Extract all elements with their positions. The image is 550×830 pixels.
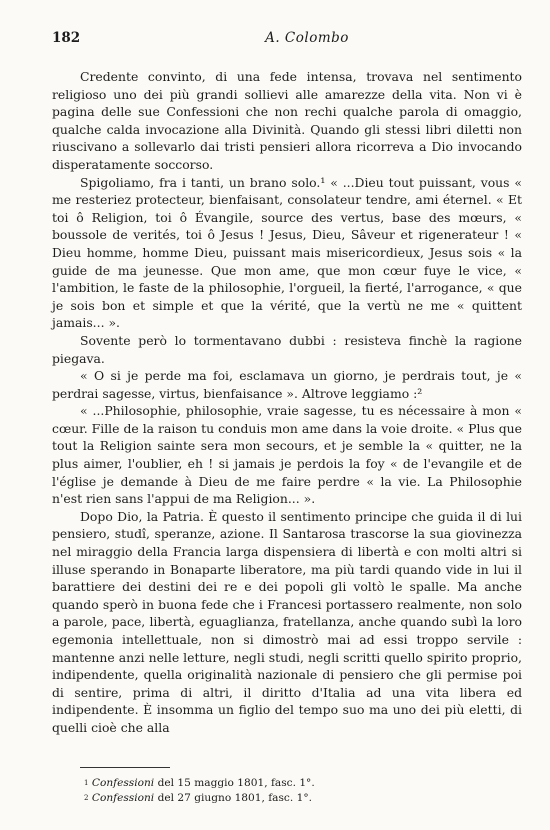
footnote [84,791,514,806]
footnote-source: Confessioni [91,777,155,789]
footnotes [84,776,514,806]
paragraph: Credente convinto, di una fede intensa, trovava nel sentimento religioso uno dei più grandi sollievi alle amarezze della vita. Non vi è pagina delle sue Confessioni che non rechi qualche parola di omaggio, qualche calda invocazione alla Divinità. Quando gli stessi libri diletti non riuscivano a sollevarlo dai tristi pensieri allora ricorreva a Dio invocando disperatamente soccorso. [52,69,522,172]
paragraph: « O si je perde ma foi, esclamava un giorno, je perdrais tout, je « perdrai sagesse, virtus, bienfaisance ». Altrove leggiamo :² [52,368,522,401]
footnote-mark: 2 [84,794,89,802]
footnote-text: del 15 maggio 1801, fasc. 1°. [154,777,315,789]
paragraph: Sovente però lo tormentavano dubbi : resisteva finchè la ragione piegava. [52,332,522,366]
page-header [52,30,522,52]
paragraph: « ...Philosophie, philosophie, vraie sagesse, tu es nécessaire à mon « cœur. Fille de la raison tu conduis mon ame dans la voie droite. « Plus que tout la Religion sainte sera mon secours, et je semble la « quitter, ne la plus aimer, l'oublier, eh ! si jamais je perdois la foy « de l'evangile et de l'église je demande à Dieu de me faire perdre « la vie. La Philosophie n'est rien sans l'appui de ma Religion... ». [52,403,522,507]
paragraph: Spigoliamo, fra i tanti, un brano solo.¹ « ...Dieu tout puissant, vous « me resteriez protecteur, bienfaisant, consolateur tendre, ami éternel. « Et toi ô Religion, toi ô Évangile, source des vertus, base des mœurs, « boussole de verités, toi ô Jesus ! Jesus, Dieu, Sâveur et rigenerateur ! « Dieu homme, homme Dieu, puissant mais misericordieux, Jesus sois « la guide de ma jeunesse. Que mon ame, que mon cœur fuye le vice, « l'ambition, le faste de la philosophie, l'orgueil, la fierté, l'arrogance, « que je sois bon et simple et que la vérité, que la vertù ne me « quittent jamais... ». [52,174,522,331]
paragraph: Dopo Dio, la Patria. È questo il sentimento principe che guida il di lui pensiero, studî, speranze, azione. Il Santarosa trascorse la sua giovinezza nel miraggio della Francia larga dispensiera di libertà e con molti altri si illuse sperando in Bonaparte liberatore, ma più tardi quando vide in lui il barattiere dei destini dei re e dei popoli gli voltò le spalle. Ma anche quando sperò in buona fede che i Francesi portassero realmente, non solo a parole, pace, libertà, eguaglianza, fratellanza, anche quando subì la loro egemonia intellettuale, non si dimostrò mai ad essi troppo servile : mantenne anzi nelle letture, negli studi, negli scritti quello spirito proprio, indipendente, quella originalità nazionale di pensiero che gli permise poi di sentire, prima di altri, il diritto d'Italia ad una vita libera ed indipendente. È insomma un figlio del tempo suo ma uno dei più eletti, di quelli cioè che alla [52,508,522,735]
running-head: A. Colombo [265,30,349,46]
body-text [52,68,522,737]
footnote [84,776,514,791]
footnote-text: del 27 giugno 1801, fasc. 1°. [154,792,313,804]
page-number: 182 [52,30,81,46]
footnote-rule [80,767,170,768]
footnote-mark: 1 [84,779,89,787]
footnote-source: Confessioni [91,792,155,804]
